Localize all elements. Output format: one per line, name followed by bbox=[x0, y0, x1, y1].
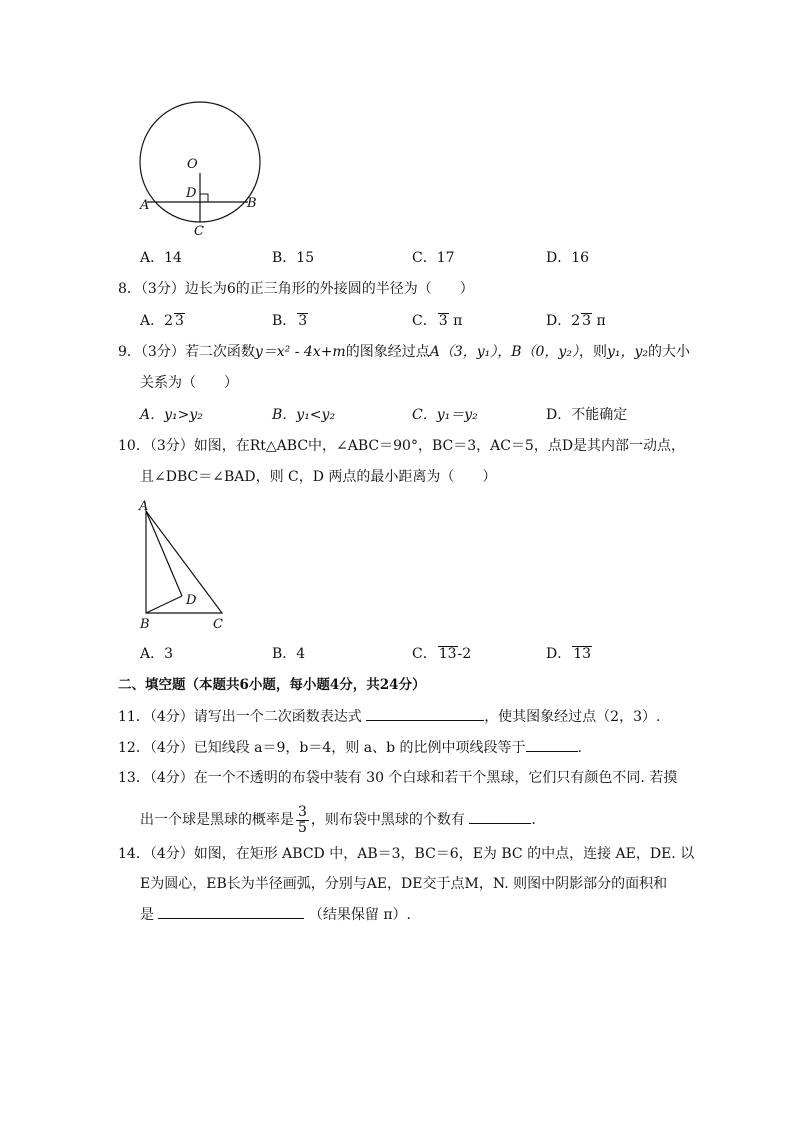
q14-line3: 是 （结果保留 π）. bbox=[140, 904, 411, 925]
label-a: A bbox=[139, 499, 149, 514]
q9-option-b: B．y₁<y₂ bbox=[272, 407, 336, 423]
q10-stem-line2: 且∠DBC＝∠BAD，则 C，D 两点的最小距离为（ ） bbox=[140, 469, 497, 485]
q14-answer-blank[interactable] bbox=[158, 904, 304, 919]
section-heading: 二、填空题（本题共6小题，每小题4分，共24分） bbox=[118, 677, 426, 693]
q10-option-b: B．4 bbox=[272, 646, 306, 662]
label-d: D bbox=[186, 593, 197, 608]
q11: 11．（4分）请写出一个二次函数表达式 ，使其图象经过点（2，3）. bbox=[118, 706, 660, 727]
probability-fraction: $\frac{3}{5}$ bbox=[298, 803, 307, 836]
label-a: A bbox=[140, 198, 150, 213]
q8-option-d: D．2 3 π bbox=[546, 313, 606, 329]
q9-stem-line2: 关系为（ ） bbox=[140, 375, 238, 391]
q10-option-c: C． 13-2 bbox=[412, 646, 472, 662]
q8-stem: 8．（3分）边长为6的正三角形的外接圆的半径为（ ） bbox=[118, 281, 474, 297]
label-b: B bbox=[247, 196, 257, 211]
q8-option-c: C． 3 π bbox=[412, 313, 463, 329]
q12-answer-blank[interactable] bbox=[526, 737, 578, 752]
label-c: C bbox=[213, 617, 223, 632]
label-b: B bbox=[140, 617, 150, 632]
q9-option-c: C．y₁＝y₂ bbox=[412, 407, 478, 423]
q7-option-c: C．17 bbox=[412, 250, 455, 266]
q11-answer-blank[interactable] bbox=[366, 706, 484, 721]
q7-option-a: A．14 bbox=[140, 250, 182, 266]
segment-ad bbox=[146, 511, 182, 596]
q10-option-d: D． 13 bbox=[546, 646, 592, 662]
q9-stem-line1: 9．（3分）若二次函数y＝x² - 4x+m的图象经过点A（3，y₁），B（0，y₂），则y₁，y₂的大小 bbox=[118, 344, 691, 360]
q14-line1: 14．（4分）如图，在矩形 ABCD 中，AB＝3，BC＝6，E为 BC 的中点，连接 AE，DE. 以 bbox=[118, 846, 695, 862]
label-c: C bbox=[194, 224, 204, 239]
triangle-abc bbox=[146, 511, 222, 613]
q9-option-d: D．不能确定 bbox=[546, 407, 628, 423]
segment-bd bbox=[146, 596, 182, 613]
q12: 12．（4分）已知线段 a＝9，b＝4，则 a、b 的比例中项线段等于 . bbox=[118, 737, 582, 758]
q10-option-a: A．3 bbox=[140, 646, 174, 662]
q8-option-a: A．2 3 bbox=[140, 313, 184, 329]
q14-line2: E为圆心，EB长为半径画弧，分别与AE，DE交于点M，N. 则图中阴影部分的面积和 bbox=[140, 876, 668, 892]
q13-line1: 13．（4分）在一个不透明的布袋中装有 30 个白球和若干个黑球，它们只有颜色不同. 若摸 bbox=[118, 770, 678, 786]
q13-line2: 出一个球是黑球的概率是 $\frac{3}{5}$ ，则布袋中黑球的个数有 . bbox=[140, 803, 536, 836]
label-d: D bbox=[186, 186, 197, 201]
circle-figure bbox=[130, 95, 275, 240]
right-angle-mark bbox=[200, 194, 208, 202]
q10-stem-line1: 10．（3分）如图，在Rt△ABC中，∠ABC＝90°，BC＝3，AC＝5，点D是其内部一动点， bbox=[118, 438, 686, 454]
q7-option-b: B．15 bbox=[272, 250, 315, 266]
triangle-figure bbox=[130, 495, 240, 635]
q13-answer-blank[interactable] bbox=[469, 809, 531, 824]
label-o: O bbox=[187, 157, 198, 172]
q9-option-a: A．y₁>y₂ bbox=[140, 407, 203, 423]
q7-option-d: D．16 bbox=[546, 250, 590, 266]
q8-option-b: B． 3 bbox=[272, 313, 308, 329]
